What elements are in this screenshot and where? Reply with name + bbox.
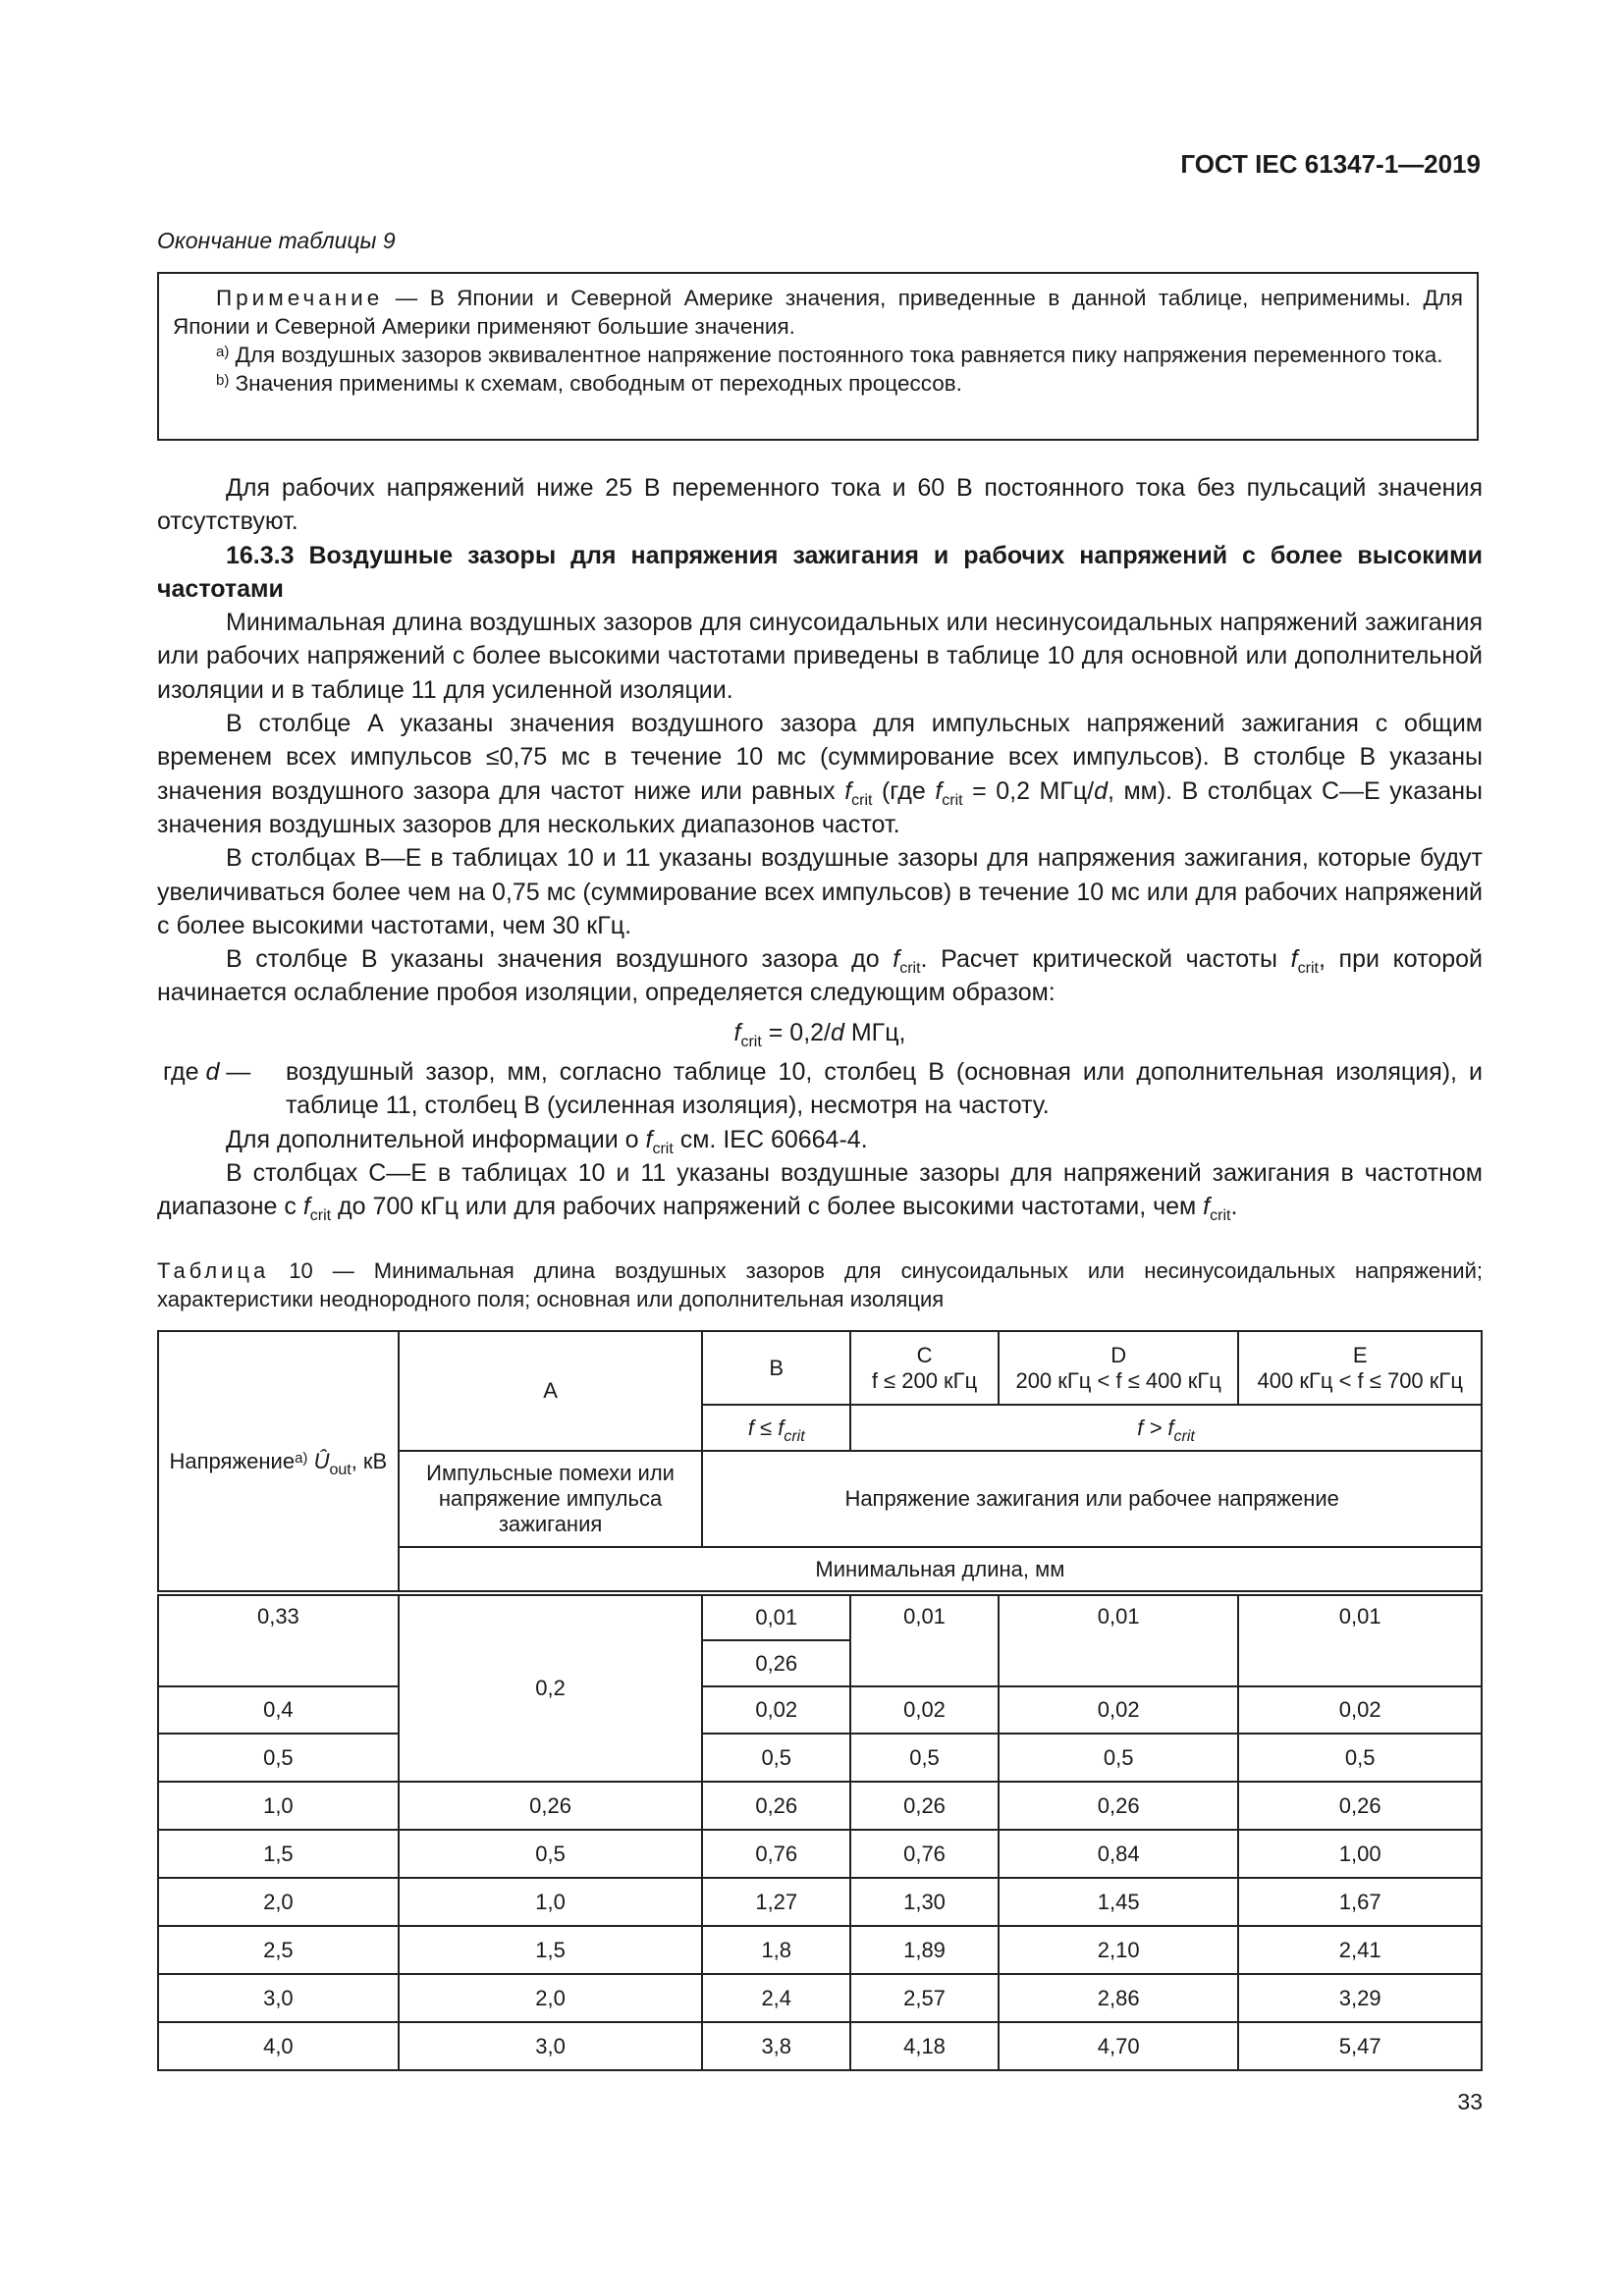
table-row bbox=[158, 1974, 1482, 2022]
table-row bbox=[158, 1782, 1482, 1830]
table-row bbox=[158, 1878, 1482, 1926]
table-caption: Таблица 10 — Минимальная длина воздушных зазоров для синусоидальных или несинусоидальных напряжений; характеристики неоднородного поля; основная или дополнительная изоляция bbox=[157, 1258, 1483, 1311]
cell-voltage: 0,5 bbox=[158, 1734, 399, 1782]
header-col-d: D 200 кГц < f ≤ 400 кГц bbox=[999, 1331, 1239, 1405]
cell-a: 3,0 bbox=[399, 2022, 703, 2070]
note-label: Примечание bbox=[216, 286, 384, 310]
cell-c: 2,57 bbox=[850, 1974, 999, 2022]
cell-b: 1,27 bbox=[702, 1878, 850, 1926]
cell-voltage: 3,0 bbox=[158, 1974, 399, 2022]
cell-d: 0,5 bbox=[999, 1734, 1239, 1782]
cell-b: 2,4 bbox=[702, 1974, 850, 2022]
paragraph: Для рабочих напряжений ниже 25 В переменного тока и 60 В постоянного тока без пульсаций значения отсутствуют. bbox=[157, 474, 1483, 536]
table-continuation-label: Окончание таблицы 9 bbox=[157, 228, 396, 253]
cell-e: 1,67 bbox=[1238, 1878, 1482, 1926]
cell-c: 0,26 bbox=[850, 1782, 999, 1830]
cell-d: 0,84 bbox=[999, 1830, 1239, 1878]
cell-d: 2,10 bbox=[999, 1926, 1239, 1974]
table-row bbox=[158, 1926, 1482, 1974]
header-col-c: C f ≤ 200 кГц bbox=[850, 1331, 999, 1405]
cell-a: 1,0 bbox=[399, 1878, 703, 1926]
paragraph: В столбце В указаны значения воздушного зазора до $f_{crit}$. Расчет критической частоты $f_{crit}$, при которой начинается ослабление пробоя изоляции, определяется следующим образом: bbox=[157, 945, 1483, 1007]
paragraph: В столбцах В—Е в таблицах 10 и 11 указаны воздушные зазоры для напряжения зажигания, которые будут увеличиваться более чем на 0,75 мс (суммирование всех импульсов) в течение 10 мс или для рабочих напряжений с более высокими частотами, чем 30 кГц. bbox=[157, 844, 1483, 939]
cell-e: 0,5 bbox=[1238, 1734, 1482, 1782]
cell-voltage: 0,33 bbox=[158, 1593, 399, 1686]
cell-c: 0,01 bbox=[850, 1593, 999, 1686]
table-row bbox=[158, 2022, 1482, 2070]
cell-e: 2,41 bbox=[1238, 1926, 1482, 1974]
document-header: ГОСТ IEC 61347-1—2019 bbox=[1180, 149, 1481, 179]
cell-voltage: 0,4 bbox=[158, 1686, 399, 1734]
cell-voltage: 1,5 bbox=[158, 1830, 399, 1878]
cell-b: 0,02 bbox=[702, 1686, 850, 1734]
cell-c: 1,30 bbox=[850, 1878, 999, 1926]
cell-e: 3,29 bbox=[1238, 1974, 1482, 2022]
header-b-condition: $f \le f_{crit}$ bbox=[702, 1405, 850, 1451]
cell-c: 1,89 bbox=[850, 1926, 999, 1974]
cell-d: 1,45 bbox=[999, 1878, 1239, 1926]
cell-d: 0,02 bbox=[999, 1686, 1239, 1734]
cell-d: 0,01 bbox=[999, 1593, 1239, 1686]
cell-e: 1,00 bbox=[1238, 1830, 1482, 1878]
footnote-a bbox=[173, 341, 1463, 369]
cell-voltage: 4,0 bbox=[158, 2022, 399, 2070]
cell-c: 0,5 bbox=[850, 1734, 999, 1782]
body-text bbox=[157, 471, 1483, 1224]
cell-c: 4,18 bbox=[850, 2022, 999, 2070]
footnote-mark: a) bbox=[216, 344, 230, 360]
cell-c: 0,76 bbox=[850, 1830, 999, 1878]
cell-a: 0,2 bbox=[399, 1593, 703, 1782]
where-clause: где d — воздушный зазор, мм, согласно таблице 10, столбец В (основная или дополнительная изоляция), и таблице 11, столбец В (усиленная изоляция), несмотря на частоту. bbox=[163, 1058, 1483, 1120]
header-min-length: Минимальная длина, мм bbox=[399, 1547, 1482, 1593]
formula-fcrit: $f_{crit} = 0,2/d$ МГц, bbox=[733, 1018, 906, 1050]
paragraph: Минимальная длина воздушных зазоров для синусоидальных или несинусоидальных напряжений зажигания или рабочих напряжений с более высокими частотами приведены в таблице 10 для основной или дополнительной изоляции и в таблице 11 для усиленной изоляции. bbox=[157, 609, 1483, 704]
footnote-text: Значения применимы к схемам, свободным от переходных процессов. bbox=[229, 371, 962, 396]
header-col-a: A bbox=[399, 1331, 703, 1451]
cell-b: 1,8 bbox=[702, 1926, 850, 1974]
cell-b: 0,76 bbox=[702, 1830, 850, 1878]
cell-voltage: 2,5 bbox=[158, 1926, 399, 1974]
footnote-mark: b) bbox=[216, 372, 230, 389]
table-9-note-box bbox=[157, 272, 1479, 441]
header-voltage: Напряжение$^{a)}$ $Û_{out}$, кВ bbox=[158, 1331, 399, 1593]
cell-b: 0,01 bbox=[702, 1593, 850, 1640]
footnote-b bbox=[173, 369, 1463, 398]
cell-e: 5,47 bbox=[1238, 2022, 1482, 2070]
cell-b: 0,26 bbox=[702, 1782, 850, 1830]
clearance-table-10 bbox=[157, 1330, 1483, 2071]
cell-e: 0,01 bbox=[1238, 1593, 1482, 1686]
table-row bbox=[158, 1830, 1482, 1878]
header-be-description: Напряжение зажигания или рабочее напряжение bbox=[702, 1451, 1482, 1547]
header-col-b: B bbox=[702, 1331, 850, 1405]
cell-voltage: 1,0 bbox=[158, 1782, 399, 1830]
header-a-description: Импульсные помехи или напряжение импульса зажигания bbox=[399, 1451, 703, 1547]
cell-a: 1,5 bbox=[399, 1926, 703, 1974]
cell-a: 0,5 bbox=[399, 1830, 703, 1878]
cell-a: 0,26 bbox=[399, 1782, 703, 1830]
paragraph: В столбцах С—Е в таблицах 10 и 11 указаны воздушные зазоры для напряжений зажигания в частотном диапазоне с $f_{crit}$ до 700 кГц или для рабочих напряжений с более высокими частотами, чем $f_{crit}$. bbox=[157, 1158, 1483, 1225]
paragraph: В столбце А указаны значения воздушного зазора для импульсных напряжений зажигания с общим временем всех импульсов ≤0,75 мс в течение 10 мс (суммирование всех импульсов). В столбце В указаны значения воздушного зазора для частот ниже или равных $f_{crit}$ (где $f_{crit} = 0,2$ МГц/d, мм). В столбцах С—Е указаны значения воздушных зазоров для нескольких диапазонов частот. bbox=[157, 710, 1483, 838]
note-text: — В Японии и Северной Америке значения, приведенные в данной таблице, неприменимы. Для Японии и Северной Америки применяют большие значения. bbox=[173, 286, 1463, 339]
cell-e: 0,02 bbox=[1238, 1686, 1482, 1734]
note-paragraph bbox=[173, 284, 1463, 341]
cell-d: 4,70 bbox=[999, 2022, 1239, 2070]
cell-b: 0,26 bbox=[702, 1640, 850, 1686]
header-ce-condition: $f > f_{crit}$ bbox=[850, 1405, 1482, 1451]
footnote-text: Для воздушных зазоров эквивалентное напряжение постоянного тока равняется пику напряжения переменного тока. bbox=[229, 343, 1443, 367]
cell-voltage: 2,0 bbox=[158, 1878, 399, 1926]
cell-a: 2,0 bbox=[399, 1974, 703, 2022]
cell-b: 0,5 bbox=[702, 1734, 850, 1782]
header-col-e: E 400 кГц < f ≤ 700 кГц bbox=[1238, 1331, 1482, 1405]
section-heading: 16.3.3 Воздушные зазоры для напряжения зажигания и рабочих напряжений с более высокими частотами bbox=[157, 541, 1483, 603]
paragraph: Для дополнительной информации о $f_{crit}$ см. IEC 60664-4. bbox=[226, 1125, 868, 1157]
cell-b: 3,8 bbox=[702, 2022, 850, 2070]
cell-c: 0,02 bbox=[850, 1686, 999, 1734]
cell-d: 2,86 bbox=[999, 1974, 1239, 2022]
cell-e: 0,26 bbox=[1238, 1782, 1482, 1830]
cell-d: 0,26 bbox=[999, 1782, 1239, 1830]
page-number: 33 bbox=[1457, 2089, 1483, 2114]
